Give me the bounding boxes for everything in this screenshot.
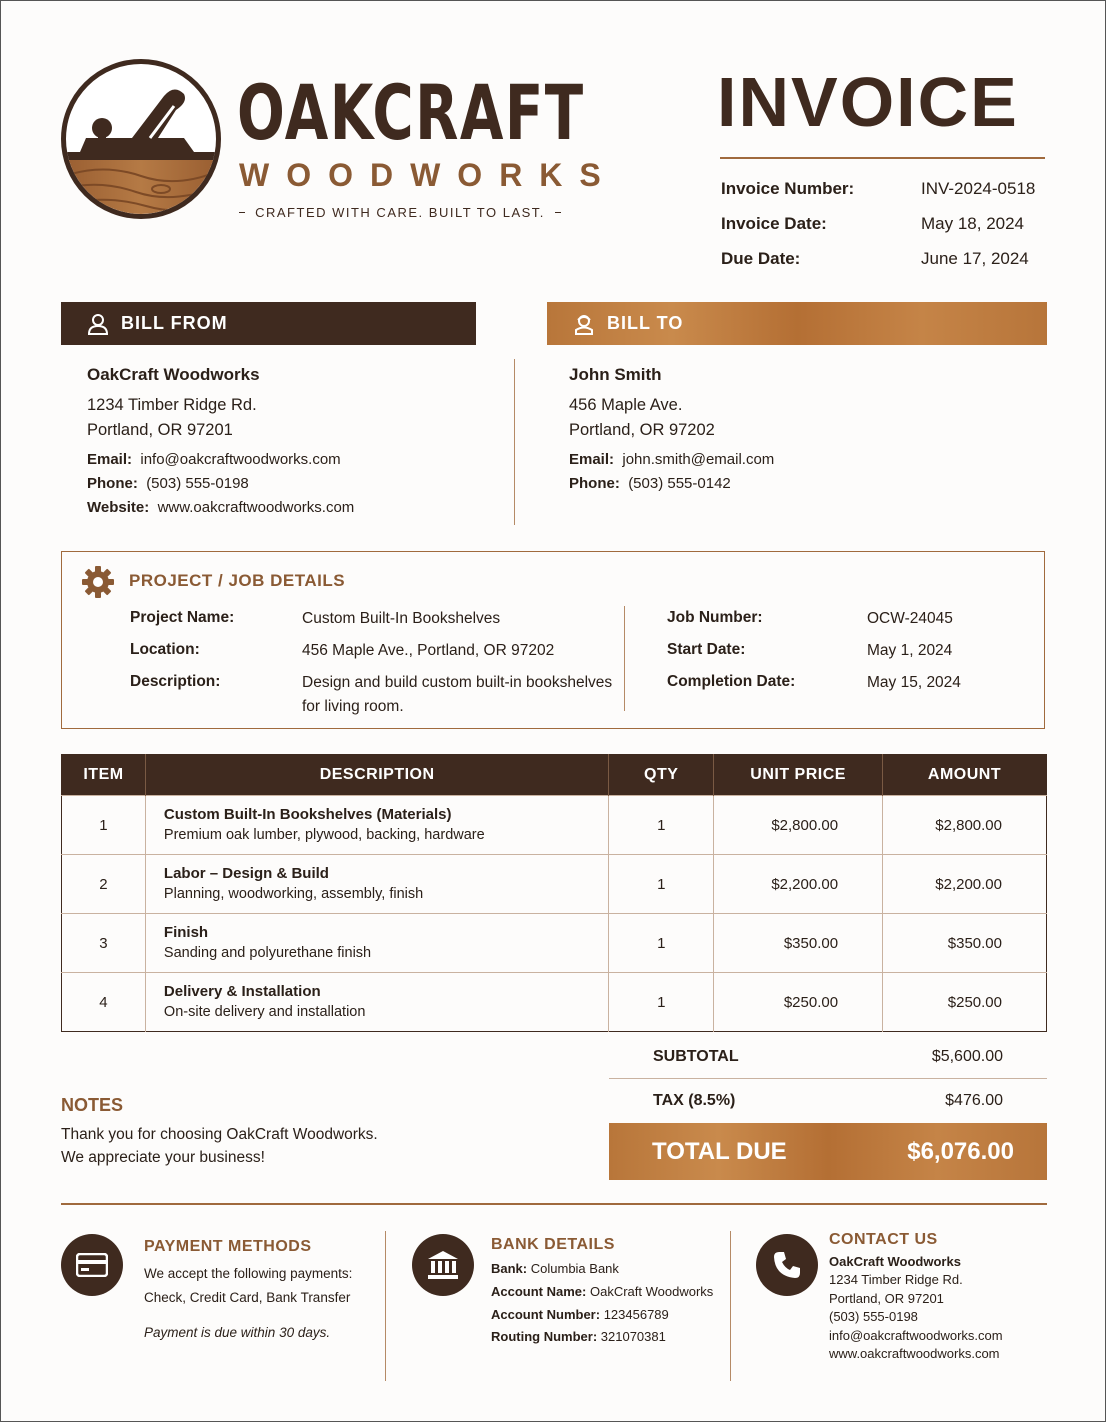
item-unit-price: $350.00: [714, 914, 883, 973]
completion-date-value: May 15, 2024: [867, 674, 961, 691]
bill-to-email: john.smith@email.com: [622, 450, 775, 468]
account-name-label: Account Name:: [491, 1283, 587, 1299]
phone-label: Phone:: [569, 474, 620, 492]
meta-label: Invoice Number:: [721, 179, 855, 198]
footer-divider: [385, 1231, 386, 1381]
item-unit-price: $250.00: [714, 973, 883, 1032]
project-name-label: Project Name:: [130, 609, 235, 626]
start-date-value: May 1, 2024: [867, 642, 953, 659]
brand-tagline: CRAFTED WITH CARE. BUILT TO LAST.: [255, 205, 545, 220]
project-divider: [624, 606, 625, 711]
col-amount: AMOUNT: [883, 755, 1047, 796]
tagline-right-rule: [555, 212, 561, 213]
completion-date-label: Completion Date:: [667, 673, 796, 690]
item-detail: Planning, woodworking, assembly, finish: [163, 886, 424, 903]
item-description: [145, 914, 608, 973]
contact-phone: (503) 555-0198: [829, 1309, 918, 1325]
footer-rule: [61, 1203, 1047, 1205]
hand-plane-logo-icon: [61, 59, 221, 219]
description-value: [302, 671, 622, 719]
subtotal-row: [609, 1048, 1047, 1066]
due-date-row: [721, 249, 1051, 269]
account-name-row: [491, 1281, 723, 1304]
bank-label: Bank:: [491, 1261, 528, 1276]
bill-to-name: John Smith: [569, 365, 662, 384]
item-amount: $350.00: [883, 914, 1047, 973]
col-qty: QTY: [609, 755, 714, 796]
bill-from-name: OakCraft Woodworks: [87, 365, 260, 384]
routing-label: Routing Number:: [491, 1329, 598, 1345]
job-number-label: Job Number:: [667, 609, 763, 626]
contact-text: [829, 1253, 1049, 1364]
invoice-title-rule: [720, 157, 1045, 159]
bank-details-block: [491, 1236, 723, 1349]
item-description: [145, 973, 608, 1032]
phone-label: Phone:: [87, 474, 138, 492]
item-number: 3: [62, 914, 146, 973]
contact-title: CONTACT US: [829, 1231, 938, 1248]
description-label: Description:: [130, 673, 221, 690]
notes-line: Thank you for choosing OakCraft Woodworks.: [61, 1126, 378, 1143]
person-icon: [87, 313, 109, 335]
table-row: [62, 796, 1047, 855]
bank-row: [491, 1258, 723, 1281]
bill-from-title: BILL FROM: [121, 313, 228, 333]
invoice-number-row: [721, 179, 1051, 199]
item-unit-price: $2,200.00: [714, 855, 883, 914]
item-unit-price: $2,800.00: [714, 796, 883, 855]
contact-address2: Portland, OR 97201: [829, 1290, 944, 1306]
item-amount: $2,200.00: [883, 855, 1047, 914]
item-detail: Premium oak lumber, plywood, backing, hardware: [163, 827, 485, 844]
item-qty: 1: [609, 914, 714, 973]
meta-value: INV-2024-0518: [921, 179, 1036, 198]
item-title: Finish: [163, 924, 209, 942]
account-number-label: Account Number:: [491, 1306, 601, 1322]
table-row: [62, 973, 1047, 1032]
invoice-title: INVOICE: [717, 63, 1019, 141]
brand-tagline-row: [239, 205, 561, 220]
bank-icon: [412, 1234, 474, 1296]
description-line: Design and build custom built-in bookshelves: [302, 674, 613, 691]
bank-value: Columbia Bank: [530, 1261, 619, 1276]
item-qty: 1: [609, 973, 714, 1032]
payment-methods-title: PAYMENT METHODS: [144, 1238, 312, 1255]
item-number: 1: [62, 796, 146, 855]
bank-details-title: BANK DETAILS: [491, 1236, 615, 1253]
bill-from-address1: 1234 Timber Ridge Rd.: [87, 396, 257, 415]
payment-line: We accept the following payments:: [144, 1266, 353, 1281]
bill-from-email: info@oakcraftwoodworks.com: [140, 450, 341, 468]
credit-card-icon: [61, 1234, 123, 1296]
item-number: 2: [62, 855, 146, 914]
bill-to-email-row: [569, 448, 1029, 472]
tax-row: [609, 1092, 1047, 1110]
item-amount: $250.00: [883, 973, 1047, 1032]
subtotal-label: SUBTOTAL: [653, 1048, 739, 1065]
table-row: [62, 855, 1047, 914]
bill-to-address1: 456 Maple Ave.: [569, 396, 683, 415]
bill-to-phone-row: [569, 472, 1029, 496]
customer-icon: [573, 313, 595, 335]
total-due-bar: [609, 1123, 1047, 1180]
total-due-value: $6,076.00: [907, 1137, 1014, 1165]
bill-from-website: www.oakcraftwoodworks.com: [157, 498, 355, 516]
bank-text: [491, 1258, 723, 1349]
routing-value: 321070381: [600, 1329, 666, 1345]
routing-row: [491, 1326, 723, 1349]
invoice-date-row: [721, 214, 1051, 234]
tax-label: TAX (8.5%): [653, 1092, 736, 1109]
bill-from-block: [87, 362, 497, 520]
table-row: [62, 914, 1047, 973]
bill-to-header: [547, 302, 1047, 345]
item-qty: 1: [609, 796, 714, 855]
phone-icon: [756, 1234, 818, 1296]
meta-value: June 17, 2024: [921, 249, 1029, 268]
contact-website: www.oakcraftwoodworks.com: [829, 1346, 1000, 1362]
col-description: DESCRIPTION: [145, 755, 608, 796]
col-item: ITEM: [62, 755, 146, 796]
item-title: Delivery & Installation: [163, 983, 321, 1001]
brand-subtitle: WOODWORKS: [239, 157, 618, 193]
description-line: for living room.: [302, 698, 404, 716]
bill-from-website-row: [87, 496, 497, 520]
contact-block: [829, 1231, 1049, 1364]
meta-value: May 18, 2024: [921, 214, 1025, 233]
item-description: [145, 796, 608, 855]
project-title: PROJECT / JOB DETAILS: [129, 571, 346, 590]
subtotal-value: $5,600.00: [931, 1048, 1003, 1065]
contact-name: OakCraft Woodworks: [829, 1254, 961, 1269]
payment-methods-block: [144, 1238, 374, 1345]
tagline-left-rule: [239, 212, 245, 213]
item-title: Labor – Design & Build: [163, 865, 329, 883]
bill-to-block: [569, 362, 1029, 496]
bill-from-header: [61, 302, 476, 345]
footer-divider: [730, 1231, 731, 1381]
bill-from-phone: (503) 555-0198: [146, 474, 249, 492]
bill-from-address2: Portland, OR 97201: [87, 420, 233, 439]
bill-from-email-row: [87, 448, 497, 472]
item-number: 4: [62, 973, 146, 1032]
bill-to-address2: Portland, OR 97202: [569, 420, 715, 439]
website-label: Website:: [87, 498, 150, 516]
account-number-row: [491, 1304, 723, 1327]
location-label: Location:: [130, 641, 200, 658]
email-label: Email:: [87, 450, 133, 468]
start-date-label: Start Date:: [667, 641, 746, 658]
bill-divider: [514, 359, 515, 525]
tax-value: $476.00: [945, 1092, 1003, 1109]
brand-name: OAKCRAFT: [237, 68, 585, 157]
payment-terms: Payment is due within 30 days.: [144, 1324, 331, 1340]
account-number-value: 123456789: [603, 1306, 669, 1322]
email-label: Email:: [569, 450, 615, 468]
total-due-label: TOTAL DUE: [652, 1137, 787, 1165]
meta-label: Invoice Date:: [721, 214, 827, 233]
contact-email: info@oakcraftwoodworks.com: [829, 1327, 1003, 1343]
contact-address1: 1234 Timber Ridge Rd.: [829, 1272, 963, 1288]
item-detail: Sanding and polyurethane finish: [163, 945, 372, 962]
bill-from-phone-row: [87, 472, 497, 496]
line-items-table: [61, 754, 1047, 1032]
bill-to-phone: (503) 555-0142: [628, 474, 731, 492]
col-unit-price: UNIT PRICE: [714, 755, 883, 796]
item-detail: On-site delivery and installation: [163, 1004, 366, 1021]
item-amount: $2,800.00: [883, 796, 1047, 855]
notes-text: [61, 1123, 378, 1170]
item-description: [145, 855, 608, 914]
project-name-value: Custom Built-In Bookshelves: [302, 610, 501, 627]
meta-label: Due Date:: [721, 249, 801, 268]
location-value: 456 Maple Ave., Portland, OR 97202: [302, 642, 555, 659]
notes-title: NOTES: [61, 1095, 124, 1115]
payment-line: Check, Credit Card, Bank Transfer: [144, 1290, 351, 1306]
notes-line: We appreciate your business!: [61, 1149, 265, 1167]
job-number-value: OCW-24045: [867, 610, 953, 627]
item-qty: 1: [609, 855, 714, 914]
bill-to-title: BILL TO: [607, 313, 684, 333]
item-title: Custom Built-In Bookshelves (Materials): [163, 806, 452, 824]
totals-rule: [609, 1078, 1047, 1079]
gear-icon: [81, 565, 115, 604]
payment-text: [144, 1262, 374, 1345]
account-name-value: OakCraft Woodworks: [589, 1283, 714, 1299]
table-header-row: [62, 755, 1047, 796]
